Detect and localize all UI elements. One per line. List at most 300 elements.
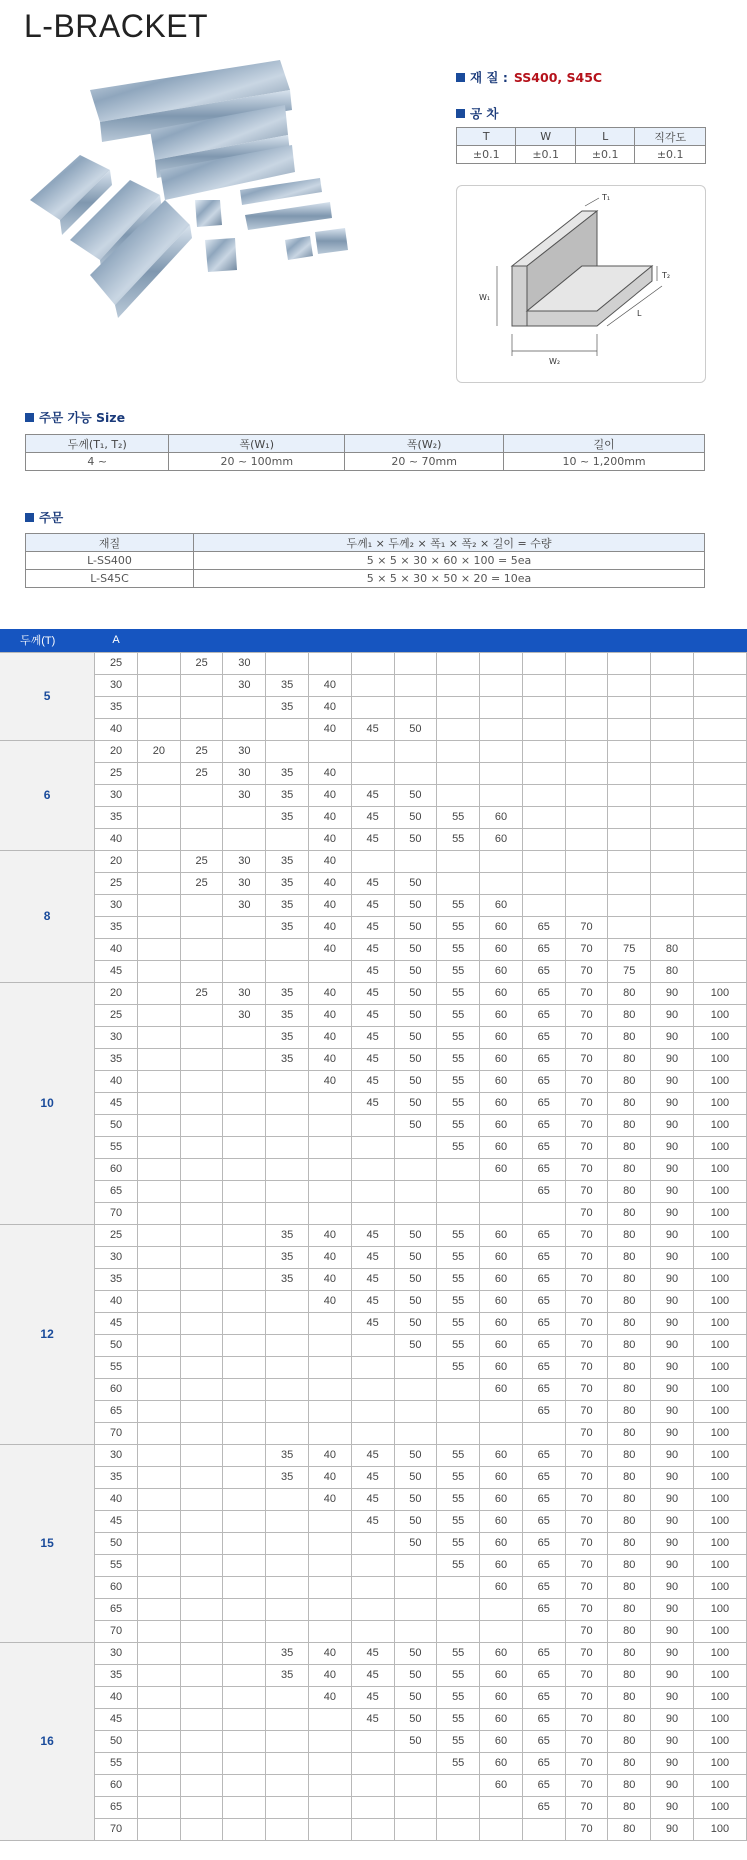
a-value-cell: 35 <box>95 806 138 828</box>
tolerance-value: ±0.1 <box>575 146 634 164</box>
size-cell: 60 <box>480 1466 523 1488</box>
table-row <box>0 1708 747 1730</box>
size-cell: 50 <box>394 1224 437 1246</box>
size-header: 길이 <box>504 435 705 453</box>
size-cell: 70 <box>565 1752 608 1774</box>
size-cell <box>394 740 437 762</box>
size-cell <box>565 828 608 850</box>
size-cell <box>437 850 480 872</box>
size-cell <box>394 1202 437 1224</box>
table-row <box>0 1752 747 1774</box>
size-cell <box>608 652 651 674</box>
size-cell <box>180 1554 223 1576</box>
size-cell: 60 <box>480 960 523 982</box>
size-cell <box>394 1554 437 1576</box>
size-cell <box>223 1444 266 1466</box>
table-row <box>0 1224 747 1246</box>
size-cell <box>137 784 180 806</box>
size-cell <box>180 1708 223 1730</box>
size-cell: 80 <box>608 1422 651 1444</box>
size-cell <box>266 828 309 850</box>
size-cell <box>608 916 651 938</box>
size-cell: 50 <box>394 1268 437 1290</box>
size-cell <box>651 850 694 872</box>
size-cell: 35 <box>266 1444 309 1466</box>
size-cell <box>693 718 746 740</box>
size-cell: 45 <box>351 1708 394 1730</box>
table-row <box>0 1290 747 1312</box>
size-cell: 60 <box>480 1268 523 1290</box>
size-cell: 70 <box>565 1642 608 1664</box>
size-cell <box>137 1180 180 1202</box>
thickness-group-cell: 5 <box>0 652 95 740</box>
size-cell <box>180 1312 223 1334</box>
size-cell: 80 <box>608 1026 651 1048</box>
a-value-cell: 35 <box>95 1466 138 1488</box>
size-cell: 90 <box>651 1400 694 1422</box>
size-cell: 45 <box>351 1092 394 1114</box>
size-cell <box>522 718 565 740</box>
size-cell: 70 <box>565 1466 608 1488</box>
size-cell <box>180 1752 223 1774</box>
size-cell <box>180 1048 223 1070</box>
size-cell: 60 <box>480 1136 523 1158</box>
a-value-cell: 20 <box>95 740 138 762</box>
size-cell <box>608 696 651 718</box>
size-cell <box>180 1620 223 1642</box>
table-row <box>0 828 747 850</box>
size-cell: 45 <box>351 1312 394 1334</box>
size-cell: 70 <box>565 916 608 938</box>
size-cell <box>394 1400 437 1422</box>
size-cell: 55 <box>437 1466 480 1488</box>
size-cell: 50 <box>394 828 437 850</box>
size-cell: 90 <box>651 1356 694 1378</box>
order-cell: 5 × 5 × 30 × 60 × 100 = 5ea <box>194 552 705 570</box>
size-cell: 30 <box>223 740 266 762</box>
size-cell: 40 <box>309 1246 352 1268</box>
size-cell: 45 <box>351 718 394 740</box>
size-cell: 45 <box>351 806 394 828</box>
table-row <box>0 1202 747 1224</box>
size-cell <box>137 1796 180 1818</box>
size-cell <box>693 652 746 674</box>
size-cell: 30 <box>223 872 266 894</box>
size-cell: 55 <box>437 1246 480 1268</box>
size-cell: 100 <box>693 1576 746 1598</box>
size-cell <box>437 784 480 806</box>
size-cell <box>180 1004 223 1026</box>
size-cell <box>180 1532 223 1554</box>
size-cell <box>351 1378 394 1400</box>
w1-label: W₁ <box>479 293 491 302</box>
table-row <box>0 1026 747 1048</box>
size-cell: 80 <box>608 1290 651 1312</box>
size-cell: 75 <box>608 960 651 982</box>
size-cell: 50 <box>394 894 437 916</box>
size-cell: 40 <box>309 872 352 894</box>
size-cell: 35 <box>266 1224 309 1246</box>
size-cell <box>693 762 746 784</box>
size-cell <box>651 674 694 696</box>
size-cell: 90 <box>651 1092 694 1114</box>
size-cell <box>437 1202 480 1224</box>
size-cell: 40 <box>309 762 352 784</box>
size-cell <box>565 762 608 784</box>
t1-label: T₁ <box>602 193 611 202</box>
table-row <box>0 718 747 740</box>
size-cell <box>309 1708 352 1730</box>
size-cell: 80 <box>608 1246 651 1268</box>
size-cell <box>137 674 180 696</box>
size-cell: 40 <box>309 1048 352 1070</box>
size-cell: 80 <box>608 1620 651 1642</box>
size-cell <box>309 1400 352 1422</box>
size-cell: 90 <box>651 1290 694 1312</box>
size-cell: 70 <box>565 1730 608 1752</box>
size-cell: 30 <box>223 850 266 872</box>
size-cell: 55 <box>437 1004 480 1026</box>
size-cell <box>480 1796 523 1818</box>
size-cell: 70 <box>565 1664 608 1686</box>
order-header: 재질 <box>26 534 194 552</box>
size-cell: 60 <box>480 982 523 1004</box>
size-cell <box>266 1202 309 1224</box>
size-cell <box>266 1620 309 1642</box>
table-row <box>0 1246 747 1268</box>
size-cell: 80 <box>608 1664 651 1686</box>
tolerance-header: 직각도 <box>635 128 706 146</box>
size-cell: 60 <box>480 1114 523 1136</box>
size-cell <box>223 1092 266 1114</box>
size-cell: 55 <box>437 1070 480 1092</box>
size-cell: 35 <box>266 674 309 696</box>
size-cell <box>180 1664 223 1686</box>
size-cell <box>180 1356 223 1378</box>
size-cell: 70 <box>565 1312 608 1334</box>
size-cell <box>351 1818 394 1840</box>
table-row <box>0 1444 747 1466</box>
table-row <box>0 1070 747 1092</box>
size-cell: 55 <box>437 982 480 1004</box>
size-cell <box>309 1774 352 1796</box>
size-cell: 50 <box>394 1048 437 1070</box>
size-cell: 55 <box>437 1334 480 1356</box>
size-cell: 70 <box>565 1224 608 1246</box>
size-cell <box>137 1598 180 1620</box>
size-cell: 60 <box>480 1092 523 1114</box>
size-cell <box>693 740 746 762</box>
size-cell <box>351 1796 394 1818</box>
size-cell <box>180 784 223 806</box>
size-cell: 65 <box>522 982 565 1004</box>
size-cell <box>351 1554 394 1576</box>
size-cell <box>180 1026 223 1048</box>
size-cell <box>180 1576 223 1598</box>
table-row <box>0 1180 747 1202</box>
a-value-cell: 25 <box>95 652 138 674</box>
size-cell <box>565 674 608 696</box>
size-cell: 100 <box>693 1466 746 1488</box>
size-cell: 55 <box>437 828 480 850</box>
size-cell <box>309 1202 352 1224</box>
size-cell: 55 <box>437 1224 480 1246</box>
size-cell: 60 <box>480 806 523 828</box>
size-cell <box>651 740 694 762</box>
size-cell <box>394 1378 437 1400</box>
size-cell: 90 <box>651 982 694 1004</box>
size-cell <box>480 1422 523 1444</box>
size-cell: 40 <box>309 1664 352 1686</box>
size-cell <box>180 1488 223 1510</box>
size-cell <box>437 718 480 740</box>
size-cell <box>437 1400 480 1422</box>
size-cell <box>223 1730 266 1752</box>
size-cell: 70 <box>565 1620 608 1642</box>
size-cell: 45 <box>351 960 394 982</box>
size-cell <box>223 1356 266 1378</box>
size-cell <box>223 1114 266 1136</box>
size-cell: 40 <box>309 1686 352 1708</box>
order-label: 주문 <box>39 510 64 525</box>
size-cell <box>266 1774 309 1796</box>
size-cell: 65 <box>522 1224 565 1246</box>
size-cell <box>180 1444 223 1466</box>
size-cell: 35 <box>266 1642 309 1664</box>
size-cell: 65 <box>522 1796 565 1818</box>
size-cell: 90 <box>651 1466 694 1488</box>
size-cell: 50 <box>394 1532 437 1554</box>
size-cell: 90 <box>651 1488 694 1510</box>
size-cell: 90 <box>651 1158 694 1180</box>
size-cell <box>394 1620 437 1642</box>
size-cell: 65 <box>522 1532 565 1554</box>
size-cell <box>522 1202 565 1224</box>
size-cell <box>223 1598 266 1620</box>
size-cell: 100 <box>693 1268 746 1290</box>
a-value-cell: 45 <box>95 1312 138 1334</box>
size-cell <box>651 762 694 784</box>
size-cell <box>309 1598 352 1620</box>
header-spacer <box>137 629 746 652</box>
size-cell: 100 <box>693 1048 746 1070</box>
size-cell <box>137 718 180 740</box>
size-cell <box>565 696 608 718</box>
size-cell <box>266 1356 309 1378</box>
size-cell: 45 <box>351 894 394 916</box>
a-value-cell: 60 <box>95 1158 138 1180</box>
size-cell: 60 <box>480 1730 523 1752</box>
size-cell: 45 <box>351 1290 394 1312</box>
size-cell <box>480 740 523 762</box>
size-header: 폭(W₂) <box>345 435 504 453</box>
size-cell: 90 <box>651 1224 694 1246</box>
size-cell <box>223 1136 266 1158</box>
size-cell: 40 <box>309 1070 352 1092</box>
size-cell <box>266 1554 309 1576</box>
thickness-group-cell: 12 <box>0 1224 95 1444</box>
size-cell <box>223 1554 266 1576</box>
size-cell <box>394 1136 437 1158</box>
size-cell: 50 <box>394 1246 437 1268</box>
size-cell: 60 <box>480 1224 523 1246</box>
a-value-cell: 35 <box>95 696 138 718</box>
size-cell <box>223 718 266 740</box>
size-cell <box>351 1422 394 1444</box>
size-cell: 100 <box>693 1158 746 1180</box>
size-cell: 70 <box>565 1686 608 1708</box>
size-cell <box>351 1532 394 1554</box>
size-cell <box>480 696 523 718</box>
size-cell: 55 <box>437 1048 480 1070</box>
size-cell: 100 <box>693 1070 746 1092</box>
size-cell: 55 <box>437 1686 480 1708</box>
size-cell <box>223 696 266 718</box>
size-cell: 65 <box>522 1246 565 1268</box>
size-cell <box>651 828 694 850</box>
table-row <box>0 1334 747 1356</box>
size-cell <box>651 894 694 916</box>
size-cell <box>137 1070 180 1092</box>
size-cell: 70 <box>565 1708 608 1730</box>
w2-label: W₂ <box>549 357 561 366</box>
size-cell: 80 <box>608 1708 651 1730</box>
size-cell <box>223 1774 266 1796</box>
size-cell: 65 <box>522 1554 565 1576</box>
size-cell: 35 <box>266 1466 309 1488</box>
size-cell <box>309 1510 352 1532</box>
a-value-cell: 55 <box>95 1356 138 1378</box>
size-cell <box>309 1180 352 1202</box>
size-cell <box>651 696 694 718</box>
size-cell <box>693 806 746 828</box>
size-cell: 55 <box>437 960 480 982</box>
size-cell: 55 <box>437 1268 480 1290</box>
size-cell <box>266 1158 309 1180</box>
size-cell: 65 <box>522 1576 565 1598</box>
size-cell: 70 <box>565 1180 608 1202</box>
size-cell <box>137 1400 180 1422</box>
size-cell: 50 <box>394 1092 437 1114</box>
size-cell: 50 <box>394 1444 437 1466</box>
size-cell: 90 <box>651 1532 694 1554</box>
size-cell: 50 <box>394 1664 437 1686</box>
size-cell: 60 <box>480 1004 523 1026</box>
size-cell <box>266 1730 309 1752</box>
table-row <box>0 1730 747 1752</box>
table-row <box>0 1048 747 1070</box>
size-matrix-header-row <box>0 629 747 652</box>
size-cell: 45 <box>351 1004 394 1026</box>
size-cell <box>223 1796 266 1818</box>
size-cell: 90 <box>651 1444 694 1466</box>
a-value-cell: 25 <box>95 1224 138 1246</box>
size-cell <box>223 1576 266 1598</box>
table-row <box>0 1576 747 1598</box>
size-cell <box>137 1466 180 1488</box>
size-cell: 35 <box>266 784 309 806</box>
a-value-cell: 35 <box>95 1664 138 1686</box>
size-cell <box>309 652 352 674</box>
size-cell: 60 <box>480 1664 523 1686</box>
size-cell: 70 <box>565 1334 608 1356</box>
size-cell <box>394 850 437 872</box>
size-cell: 65 <box>522 960 565 982</box>
size-cell: 60 <box>480 1444 523 1466</box>
size-cell <box>309 1620 352 1642</box>
product-photo <box>30 60 430 380</box>
size-cell: 45 <box>351 1510 394 1532</box>
size-cell <box>223 1422 266 1444</box>
size-cell: 80 <box>608 1048 651 1070</box>
a-value-cell: 20 <box>95 982 138 1004</box>
table-row <box>0 1488 747 1510</box>
size-cell <box>266 1070 309 1092</box>
size-cell: 65 <box>522 1312 565 1334</box>
size-cell <box>351 1774 394 1796</box>
size-cell: 40 <box>309 916 352 938</box>
size-cell: 75 <box>608 938 651 960</box>
size-cell: 90 <box>651 1796 694 1818</box>
tolerance-header: T <box>457 128 516 146</box>
size-cell: 90 <box>651 1114 694 1136</box>
size-cell <box>223 1532 266 1554</box>
size-cell <box>480 1818 523 1840</box>
size-cell: 90 <box>651 1510 694 1532</box>
size-cell: 45 <box>351 938 394 960</box>
table-row <box>0 1378 747 1400</box>
size-cell: 90 <box>651 1620 694 1642</box>
size-cell: 35 <box>266 1004 309 1026</box>
size-cell <box>437 696 480 718</box>
size-cell: 60 <box>480 1048 523 1070</box>
size-cell: 55 <box>437 1026 480 1048</box>
size-cell <box>651 916 694 938</box>
size-cell: 90 <box>651 1004 694 1026</box>
size-cell: 50 <box>394 872 437 894</box>
size-cell: 25 <box>180 652 223 674</box>
size-cell: 100 <box>693 1510 746 1532</box>
size-cell: 45 <box>351 1224 394 1246</box>
size-cell: 65 <box>522 1114 565 1136</box>
order-cell: L-S45C <box>26 570 194 588</box>
size-cell: 80 <box>608 1356 651 1378</box>
size-cell: 80 <box>608 1202 651 1224</box>
size-cell: 35 <box>266 982 309 1004</box>
size-cell: 50 <box>394 1642 437 1664</box>
size-cell: 45 <box>351 1048 394 1070</box>
size-cell <box>437 1378 480 1400</box>
tolerance-header: L <box>575 128 634 146</box>
a-value-cell: 70 <box>95 1620 138 1642</box>
size-cell: 50 <box>394 916 437 938</box>
size-cell: 55 <box>437 1752 480 1774</box>
size-cell: 90 <box>651 1598 694 1620</box>
size-cell <box>351 652 394 674</box>
size-cell <box>266 1400 309 1422</box>
size-cell: 80 <box>608 1532 651 1554</box>
size-value: 20 ~ 70mm <box>345 453 504 471</box>
table-row <box>0 762 747 784</box>
size-cell <box>351 1114 394 1136</box>
size-cell <box>180 1598 223 1620</box>
size-cell <box>180 674 223 696</box>
size-cell: 65 <box>522 1180 565 1202</box>
size-cell <box>309 1532 352 1554</box>
size-cell: 65 <box>522 1092 565 1114</box>
tolerance-heading <box>456 104 499 122</box>
size-value: 10 ~ 1,200mm <box>504 453 705 471</box>
